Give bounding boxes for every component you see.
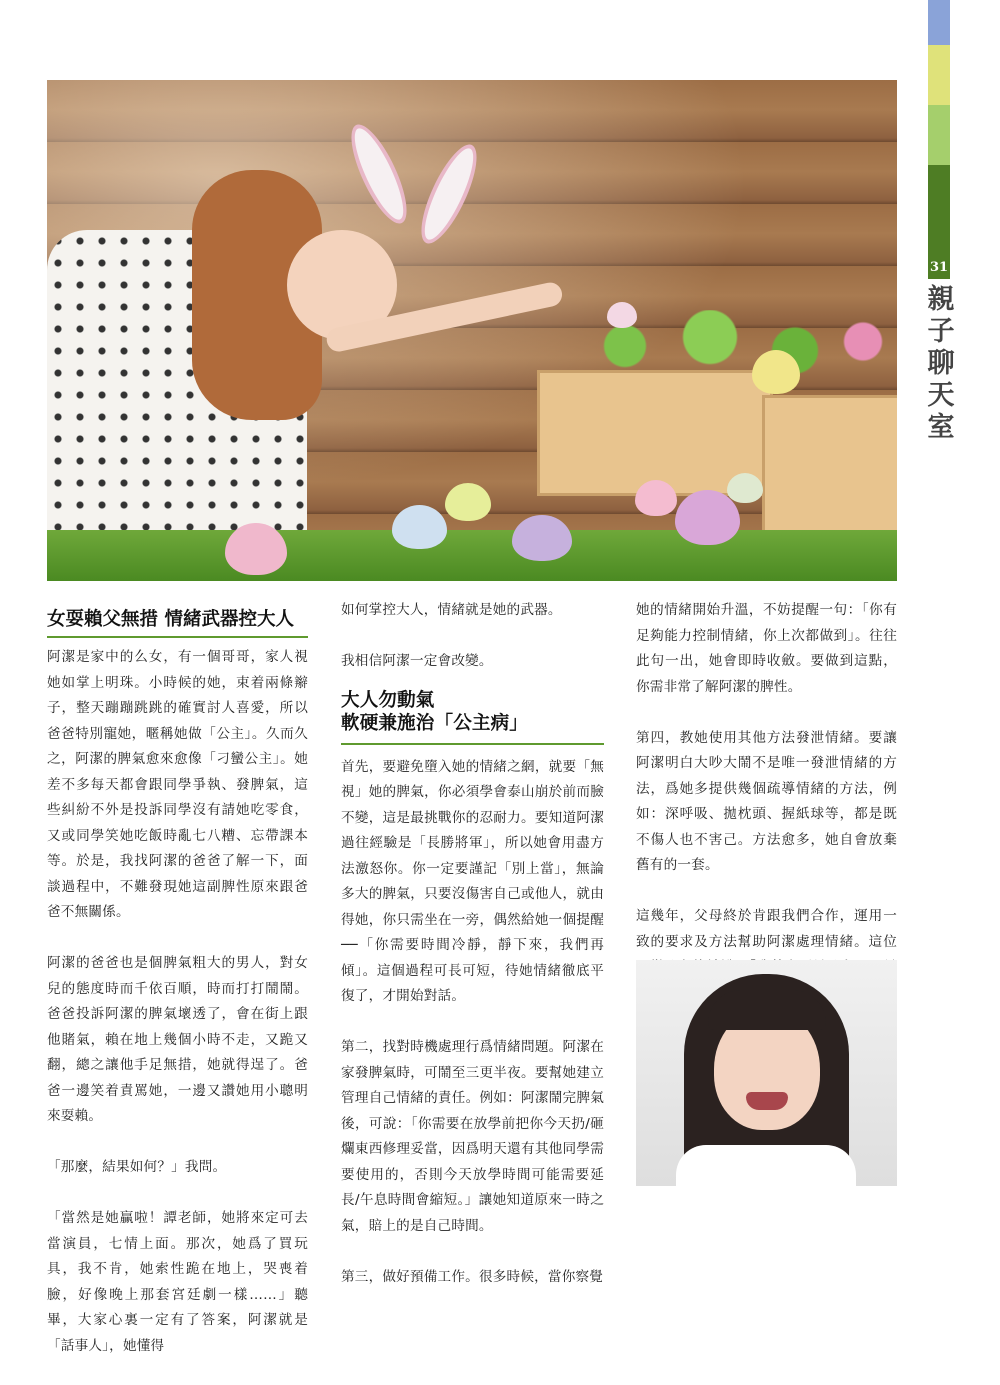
subheading-line-2: 軟硬兼施治「公主病」 (341, 712, 529, 734)
child-portrait-photo (636, 960, 897, 1186)
paragraph: 她的情緒開始升溫，不妨提醒一句：「你有足夠能力控制情緒，你上次都做到」。往往此句一出，她會即時收斂。要做到這點，你需非常了解阿潔的脾性。 (636, 602, 897, 695)
text-column-2 (341, 598, 604, 1316)
paragraph: 如何掌控大人，情緒就是她的武器。 (341, 602, 562, 618)
paragraph: 「當然是她贏啦！譚老師，她將來定可去當演員，七情上面。那次，她爲了買玩具，我不肯，她索性跪在地上，哭喪着臉，好像晚上那套宮廷劇一樣……」聽畢，大家心裏一定有了答案，阿潔就是「話事人」，她懂得 (47, 1210, 308, 1354)
paragraph: 阿潔是家中的么女，有一個哥哥，家人視她如掌上明珠。小時候的她，束着兩條辮子，整天蹦蹦跳跳的確實討人喜愛，所以爸爸特別寵她，暱稱她做「公主」。久而久之，阿潔的脾氣愈來愈像「刁蠻公主」。她差不多每天都會跟同學爭執、發脾氣，這些糾紛不外是投訴同學沒有請她吃零食，又或同學笑她吃飯時亂七八糟、忘帶課本等。於是，我找阿潔的爸爸了解一下，面談過程中，不難發現她這副脾性原來跟爸爸不無關係。 (47, 649, 308, 920)
paragraph: 這幾年，父母終於肯跟我們合作，運用一致的要求及方法幫助阿潔處理情緒。這位 (636, 908, 897, 950)
subheading-underline (341, 743, 604, 745)
photo-easter-egg (392, 505, 447, 549)
portrait-bangs (708, 990, 826, 1030)
text-column-1 (47, 645, 308, 1385)
color-bar-yellow (928, 45, 950, 105)
photo-easter-egg (225, 523, 287, 575)
photo-easter-egg (635, 480, 677, 516)
subheading (341, 689, 604, 735)
section-color-bar (928, 0, 950, 257)
hero-photo-girl-easter-eggs (47, 80, 897, 581)
portrait-mouth (746, 1092, 788, 1110)
color-bar-blue (928, 0, 950, 45)
paragraph: 第三，做好預備工作。很多時候，當你察覺 (341, 1268, 604, 1285)
paragraph: 第四，教她使用其他方法發泄情緒。要讓阿潔明白大吵大鬧不是唯一發泄情緒的方法，爲她多提供幾個疏導情緒的方法，例如：深呼吸、拋枕頭、握紙球等，都是既不傷人也不害己。方法愈多，她自會放棄舊有的一套。 (636, 729, 897, 873)
photo-easter-egg (607, 302, 637, 328)
portrait-shirt (676, 1145, 856, 1186)
color-bar-dark-green (928, 165, 950, 257)
page-number: 31 (928, 257, 950, 279)
photo-grass (47, 530, 897, 581)
section-title: 親子聊天室 (927, 284, 955, 443)
photo-easter-egg (752, 350, 800, 394)
heading-underline (47, 636, 308, 638)
paragraph: 第二，找對時機處理行爲情緒問題。阿潔在家發脾氣時，可鬧至三更半夜。要幫她建立管理自己情緒的責任。例如：阿潔鬧完脾氣後，可說：「你需要在放學前把你今天扔/砸爛東西修理妥當，因爲明天還有其他同學需要使用的，否則今天放學時間可能需要延長/午息時間會縮短。」讓她知道原來一時之氣，賠上的是自己時間。 (341, 1039, 604, 1234)
paragraph: 「那麼，結果如何？」我問。 (47, 1159, 227, 1175)
photo-easter-egg (445, 483, 491, 521)
paragraph: 阿潔的爸爸也是個脾氣粗大的男人，對女兒的態度時而千依百順，時而打打鬧鬧。爸爸投訴阿潔的脾氣壞透了，會在街上跟他賭氣，賴在地上幾個小時不走，又跪又翻，總之讓他手足無措，她就得逞了。爸爸一邊笑着責罵她，一邊又讚她用小聰明來耍賴。 (47, 955, 308, 1124)
article-heading: 女耍賴父無措 情緒武器控大人 (47, 609, 294, 630)
photo-easter-egg (512, 515, 572, 561)
paragraph: 我相信阿潔一定會改變。 (341, 653, 493, 669)
photo-easter-egg (727, 473, 763, 503)
color-bar-light-green (928, 105, 950, 165)
paragraph: 首先，要避免墮入她的情緒之網，就要「無視」她的脾氣，你必須學會泰山崩於前而臉不變，這是最挑戰你的忍耐力。要知道阿潔過往經驗是「長勝將軍」，所以她會用盡方法激怒你。你一定要謹記「別上當」，無論多大的脾氣，只要沒傷害自己或他人，就由得她，你只需坐在一旁，偶然給她一個提醒──「你需要時間冷靜，靜下來，我們再傾」。這個過程可長可短，待她情緒徹底平復了，才開始對話。 (341, 758, 604, 1004)
subheading-line-1: 大人勿動氣 (341, 689, 435, 711)
